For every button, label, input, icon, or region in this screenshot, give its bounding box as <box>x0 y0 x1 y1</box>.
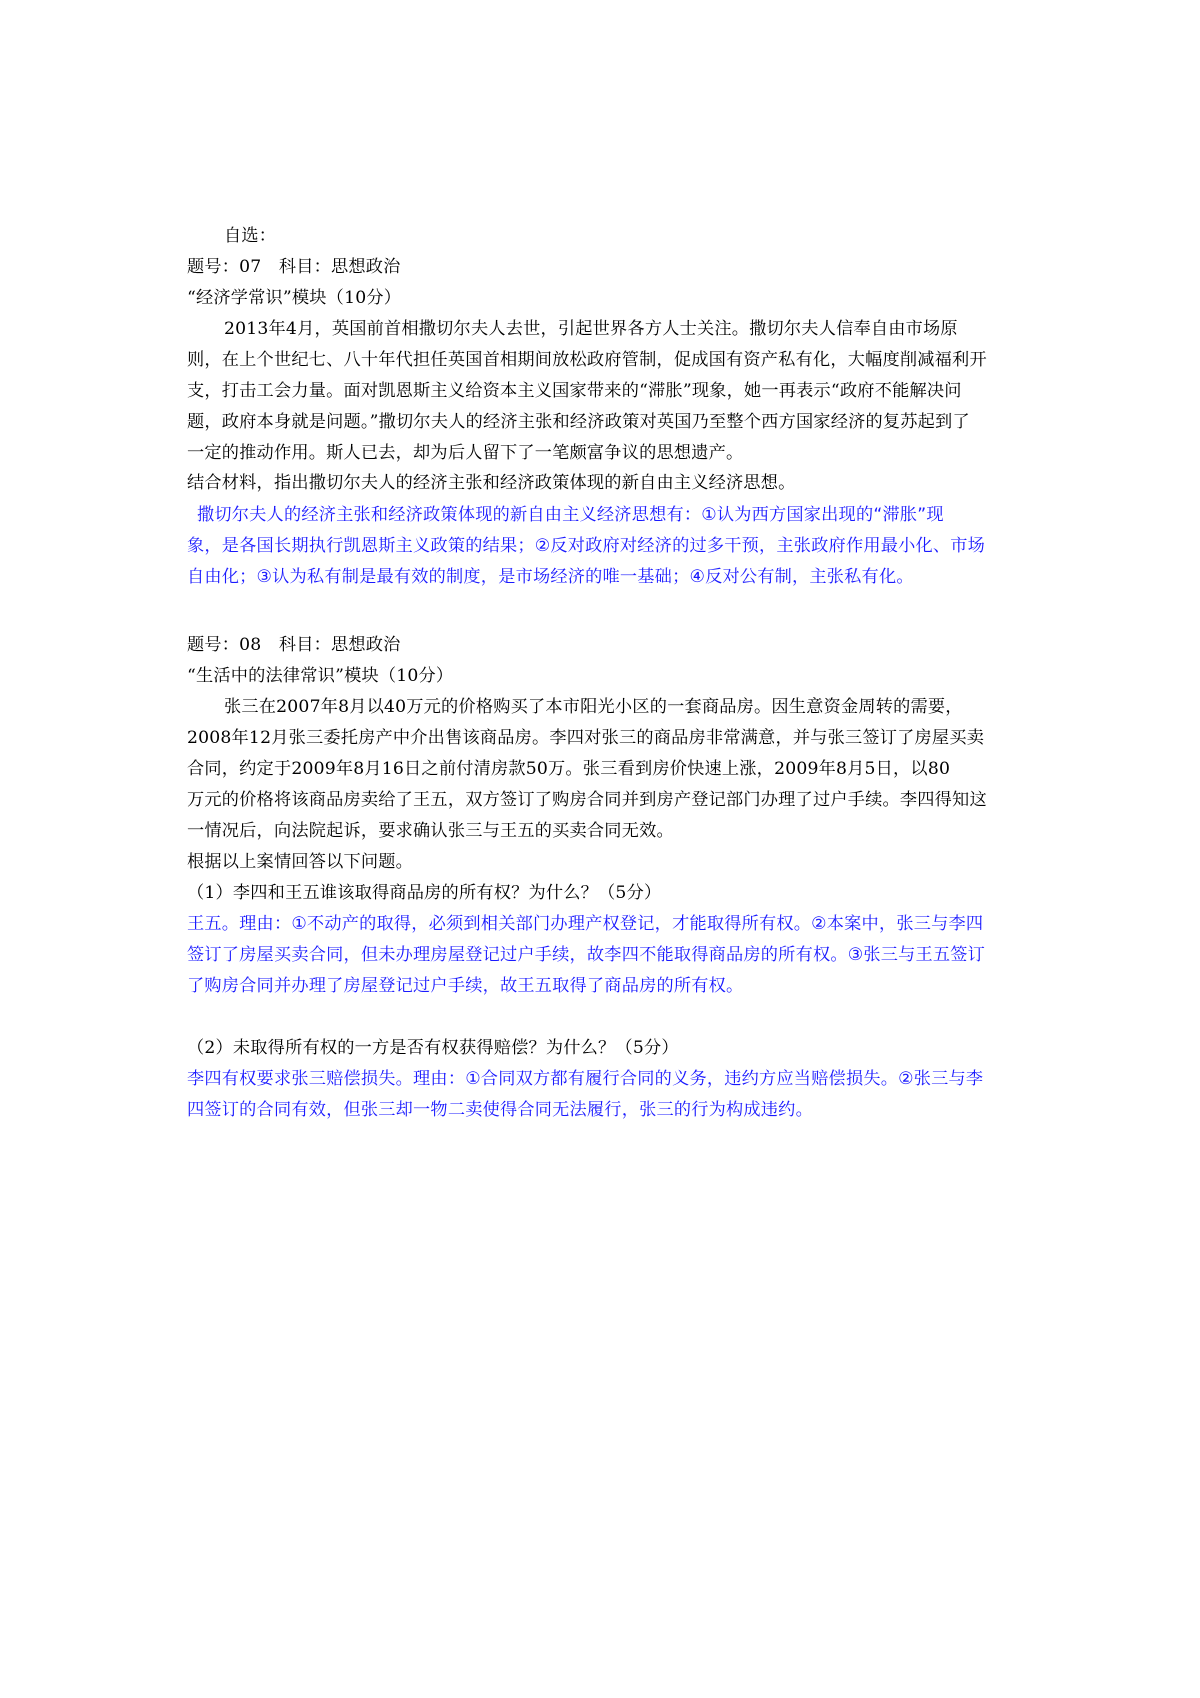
q07-answer-line: 象，是各国长期执行凯恩斯主义政策的结果；②反对政府对经济的过多干预，主张政府作用最小化、市场 <box>187 536 986 556</box>
q08-sub1-answer-line: 了购房合同并办理了房屋登记过户手续，故王五取得了商品房的所有权。 <box>187 976 744 996</box>
q08-material-line: 万元的价格将该商品房卖给了王五，双方签订了购房合同并到房产登记部门办理了过户手续。李四得知这 <box>187 790 987 810</box>
q07-answer-line: 撒切尔夫人的经济主张和经济政策体现的新自由主义经济思想有：①认为西方国家出现的“滞胀”现 <box>197 505 944 525</box>
q08-material-line: 张三在2007年8月以40万元的价格购买了本市阳光小区的一套商品房。因生意资金周转的需要， <box>224 697 963 717</box>
q07-answer-line: 自由化；③认为私有制是最有效的制度，是市场经济的唯一基础；④反对公有制，主张私有化。 <box>187 567 914 587</box>
q07-material-line: 一定的推动作用。斯人已去，却为后人留下了一笔颇富争议的思想遗产。 <box>187 443 744 463</box>
q07-header: 题号：07 科目：思想政治 <box>187 257 401 277</box>
q08-instruction: 根据以上案情回答以下问题。 <box>187 852 414 872</box>
q07-question: 结合材料，指出撒切尔夫人的经济主张和经济政策体现的新自由主义经济思想。 <box>187 473 796 493</box>
q07-module-title: “经济学常识”模块（10分） <box>187 288 402 308</box>
q08-material-line: 2008年12月张三委托房产中介出售该商品房。李四对张三的商品房非常满意，并与张三签订了房屋买卖 <box>187 728 985 748</box>
q07-material-line: 支，打击工会力量。面对凯恩斯主义给资本主义国家带来的“滞胀”现象，她一再表示“政府不能解决问 <box>187 381 962 401</box>
q08-header: 题号：08 科目：思想政治 <box>187 635 401 655</box>
q07-material-line: 2013年4月，英国前首相撒切尔夫人去世，引起世界各方人士关注。撒切尔夫人信奉自由市场原 <box>224 319 958 339</box>
q08-material-line: 合同，约定于2009年8月16日之前付清房款50万。张三看到房价快速上涨，2009年8月5日，以80 <box>187 759 951 779</box>
q08-sub2-answer-line: 李四有权要求张三赔偿损失。理由：①合同双方都有履行合同的义务，违约方应当赔偿损失。②张三与李 <box>187 1069 984 1089</box>
q08-sub1-answer-line: 签订了房屋买卖合同，但未办理房屋登记过户手续，故李四不能取得商品房的所有权。③张三与王五签订 <box>187 945 986 965</box>
q07-material-line: 题，政府本身就是问题。”撒切尔夫人的经济主张和经济政策对英国乃至整个西方国家经济的复苏起到了 <box>187 412 970 432</box>
self-select-label: 自选： <box>224 226 277 246</box>
q08-sub1-question: （1）李四和王五谁该取得商品房的所有权？为什么？（5分） <box>187 883 662 903</box>
q07-material-line: 则，在上个世纪七、八十年代担任英国首相期间放松政府管制，促成国有资产私有化，大幅度削减福利开 <box>187 350 987 370</box>
q08-sub1-answer-line: 王五。理由：①不动产的取得，必须到相关部门办理产权登记，才能取得所有权。②本案中，张三与李四 <box>187 914 984 934</box>
q08-module-title: “生活中的法律常识”模块（10分） <box>187 666 454 686</box>
q08-sub2-question: （2）未取得所有权的一方是否有权获得赔偿？为什么？（5分） <box>187 1038 679 1058</box>
q08-sub2-answer-line: 四签订的合同有效，但张三却一物二卖使得合同无法履行，张三的行为构成违约。 <box>187 1100 813 1120</box>
q08-material-line: 一情况后，向法院起诉，要求确认张三与王五的买卖合同无效。 <box>187 821 674 841</box>
